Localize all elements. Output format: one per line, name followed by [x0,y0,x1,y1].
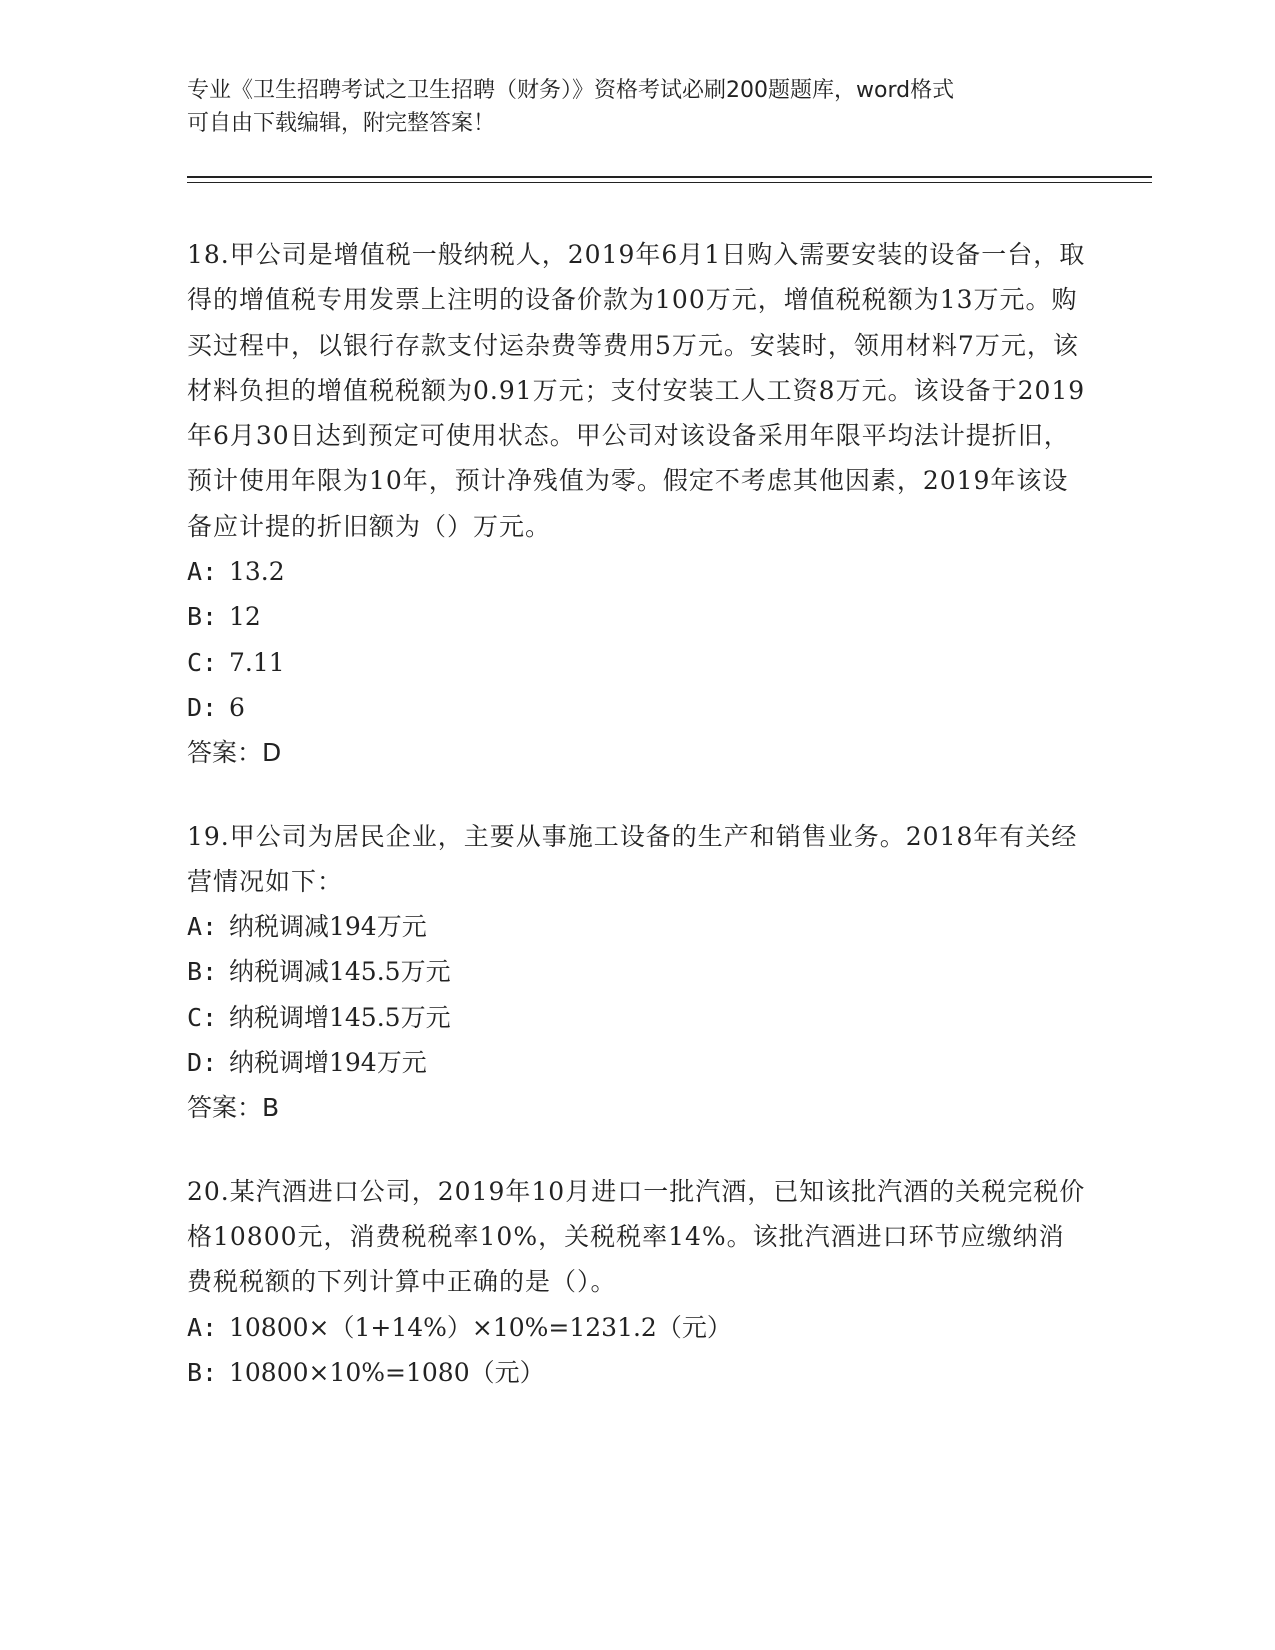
option-a [187,1305,1087,1350]
option-letter: C: [187,1002,218,1032]
option-d [187,685,1087,730]
question-stem: 19.甲公司为居民企业，主要从事施工设备的生产和销售业务。2018年有关经营情况如下： [187,821,1078,896]
option-text: 纳税调增145.5万元 [229,1002,451,1032]
header-line-1: 专业《卫生招聘考试之卫生招聘（财务）》资格考试必刷200题题库，word格式 [187,78,955,103]
option-c [187,640,1087,685]
option-b [187,949,1087,994]
option-letter: B: [187,1357,218,1387]
option-letter: D: [187,1048,218,1078]
option-letter: A: [187,1312,218,1342]
option-text: 12 [229,602,261,632]
option-letter: D: [187,692,218,722]
option-text: 10800×10%=1080（元） [229,1357,545,1387]
option-text: 13.2 [229,557,285,587]
option-b [187,1350,1087,1395]
option-text: 纳税调减145.5万元 [229,957,451,987]
header-divider-thin [187,182,1152,183]
option-text: 7.11 [229,647,285,677]
option-letter: A: [187,557,218,587]
option-c [187,995,1087,1040]
answer-line: 答案：D [187,738,282,768]
option-b [187,594,1087,639]
option-letter: A: [187,912,218,942]
question-stem: 20.某汽酒进口公司，2019年10月进口一批汽酒，已知该批汽酒的关税完税价格10800元，消费税税率10%，关税税率14%。该批汽酒进口环节应缴纳消费税税额的下列计算中正确的是（）。 [187,1176,1086,1297]
option-text: 6 [229,692,245,722]
question-18 [187,232,1087,776]
option-letter: C: [187,647,218,677]
question-stem: 18.甲公司是增值税一般纳税人，2019年6月1日购入需要安装的设备一台，取得的增值税专用发票上注明的设备价款为100万元，增值税税额为13万元。购买过程中，以银行存款支付运杂费等费用5万元。安装时，领用材料7万元，该材料负担的增值税税额为0.91万元；支付安装工人工资8万元。该设备于2019年6月30日达到预定可使用状态。甲公司对该设备采用年限平均法计提折旧，预计使用年限为10年，预计净残值为零。假定不考虑其他因素，2019年该设备应计提的折旧额为（）万元。 [187,240,1086,541]
option-a [187,904,1087,949]
answer-line: 答案：B [187,1093,280,1123]
header-line-2: 可自由下载编辑，附完整答案！ [187,111,496,136]
option-text: 10800×（1+14%）×10%=1231.2（元） [229,1312,732,1342]
option-a [187,549,1087,594]
header-divider-thick [187,176,1152,178]
document-header [187,74,1057,140]
question-20 [187,1169,1087,1395]
option-letter: B: [187,957,218,987]
question-19 [187,814,1087,1131]
option-letter: B: [187,602,218,632]
option-text: 纳税调增194万元 [229,1048,427,1078]
option-d [187,1040,1087,1085]
option-text: 纳税调减194万元 [229,912,427,942]
question-list [187,232,1087,1433]
